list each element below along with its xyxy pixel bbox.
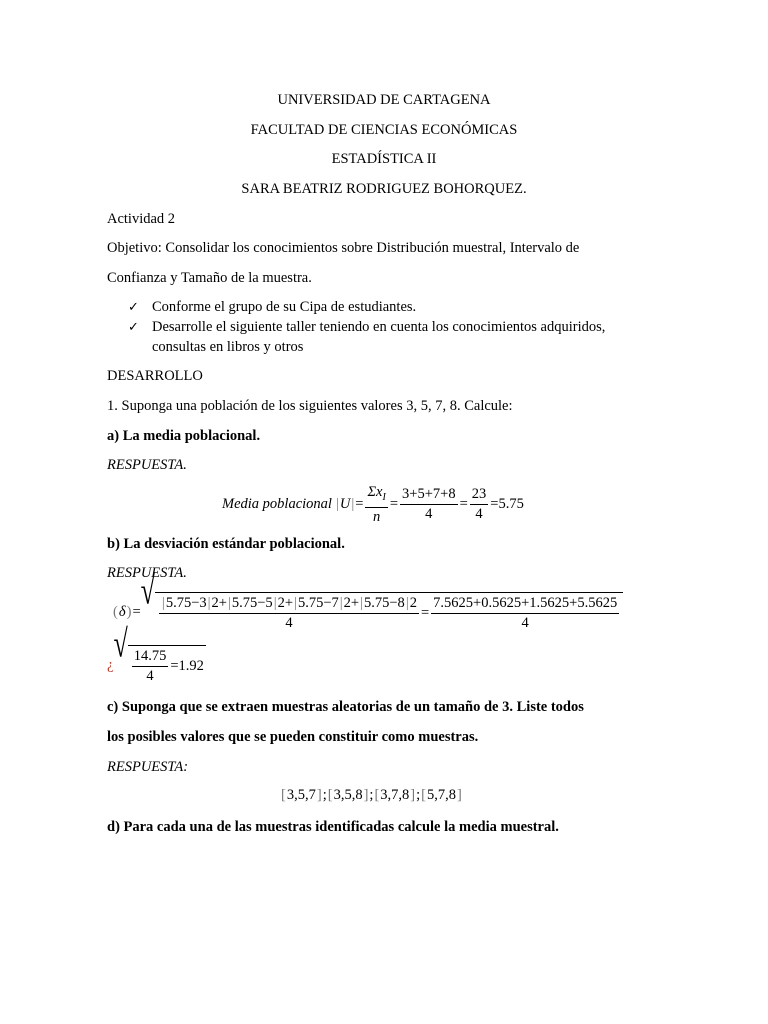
result-numerator: 23 <box>470 486 489 505</box>
faculty-title: FACULTAD DE CIENCIAS ECONÓMICAS <box>250 122 518 138</box>
sq-exp-3: 2+ <box>343 595 360 611</box>
final-fraction <box>132 648 169 685</box>
expr-denominator: 4 <box>425 506 433 523</box>
sq-term-4: 5.75−8 <box>364 595 405 611</box>
sq-term-2: 5.75−5 <box>231 595 273 611</box>
answer-label-c: RESPUESTA: <box>107 759 189 775</box>
sd-final-result: =1.92 <box>170 658 204 674</box>
rhs-fraction <box>431 595 619 632</box>
bullet-item-2-continued: consultas en libros y otros <box>152 339 304 355</box>
question-c-line-1: c) Suponga que se extraen muestras aleatorias de un tamaño de 3. Liste todos <box>107 699 584 715</box>
question-c-line-2: los posibles valores que se pueden constituir como muestras. <box>107 729 479 745</box>
expr-numerator: 3+5+7+8 <box>400 486 458 505</box>
sample-1: 3,5,7 <box>286 787 316 803</box>
equals-sign: = <box>132 603 141 620</box>
mean-var: U <box>339 496 351 513</box>
result-denominator: 4 <box>475 506 483 523</box>
sum-numerator: Σx <box>367 484 383 500</box>
sd-denominator: 4 <box>285 615 293 631</box>
sd-final-formula <box>107 622 206 685</box>
sq-exp-1: 2+ <box>211 595 227 611</box>
sq-term-1: 5.75−3 <box>165 595 207 611</box>
sum-denominator: n <box>373 508 381 525</box>
radical-icon: √ <box>113 622 128 666</box>
sample-2: 3,5,8 <box>333 787 363 803</box>
result-fraction <box>470 486 489 523</box>
university-title: UNIVERSIDAD DE CARTAGENA <box>277 92 491 108</box>
sd-symbol: δ <box>118 603 126 620</box>
final-numerator: 14.75 <box>132 648 169 667</box>
rhs-numerator: 7.5625+0.5625+1.5625+5.5625 <box>431 595 619 614</box>
sample-3: 3,7,8 <box>380 787 410 803</box>
answer-label-b: RESPUESTA. <box>107 565 187 581</box>
prefix-symbol: ¿ <box>107 656 114 673</box>
final-denominator: 4 <box>146 668 154 684</box>
separator: ; <box>322 787 327 803</box>
question-b: b) La desviación estándar poblacional. <box>107 536 345 552</box>
equals-sign: = <box>389 496 399 513</box>
radical-icon: √ <box>140 569 155 613</box>
author-name: SARA BEATRIZ RODRIGUEZ BOHORQUEZ. <box>241 181 527 197</box>
objective-line-2: Confianza y Tamaño de la muestra. <box>107 270 312 286</box>
check-mark-icon: ✓ <box>128 300 139 315</box>
expr-fraction <box>400 486 458 523</box>
separator: ; <box>416 787 421 803</box>
paren-bar: ( <box>113 603 118 620</box>
samples-list: [ 3,5,7 ] ; [ 3,5,8 ] ; [ 3,7,8 ] ; [ 5,7,8 ] <box>281 787 462 803</box>
sum-subscript: I <box>382 491 386 503</box>
sqrt-final <box>113 622 205 685</box>
equals-sign: = <box>459 496 468 513</box>
sq-exp-2: 2+ <box>277 595 294 611</box>
question-d: d) Para cada una de las muestras identificadas calcule la media muestral. <box>107 819 559 835</box>
equals-sign: = <box>420 605 430 621</box>
answer-label-a: RESPUESTA. <box>107 457 187 473</box>
sqrt-main <box>140 569 624 632</box>
activity-label: Actividad 2 <box>107 211 176 227</box>
mean-formula <box>222 484 524 526</box>
equals-sign: = <box>355 496 364 513</box>
check-mark-icon: ✓ <box>128 320 139 335</box>
development-heading: DESARROLLO <box>107 368 203 384</box>
sq-term-3: 5.75−7 <box>297 595 339 611</box>
mean-result: =5.75 <box>490 496 524 513</box>
mean-label: Media poblacional <box>222 496 332 513</box>
rhs-denominator: 4 <box>521 615 529 631</box>
sq-exp-4: 2 <box>409 595 417 611</box>
bullet-item-1: Conforme el grupo de su Cipa de estudiantes. <box>152 299 417 315</box>
course-title: ESTADÍSTICA II <box>331 151 437 167</box>
sample-4: 5,7,8 <box>427 787 456 803</box>
sd-fraction: $\frac{|5.75-3|2+|5.75-5|2+|5.75-7|2+|5.75-8|2}{4}$ <box>159 595 419 632</box>
question-1: 1. Suponga una población de los siguientes valores 3, 5, 7, 8. Calcule: <box>107 398 513 414</box>
objective-line-1: Objetivo: Consolidar los conocimientos sobre Distribución muestral, Intervalo de <box>107 240 580 256</box>
separator: ; <box>369 787 374 803</box>
paren-bar: ) <box>126 603 132 620</box>
sum-fraction <box>365 484 387 526</box>
abs-bar: | <box>351 496 355 513</box>
question-a: a) La media poblacional. <box>107 428 261 444</box>
bullet-item-2: Desarrolle el siguiente taller teniendo en cuenta los conocimientos adquiridos, <box>152 319 606 335</box>
abs-bar: | <box>335 496 339 513</box>
